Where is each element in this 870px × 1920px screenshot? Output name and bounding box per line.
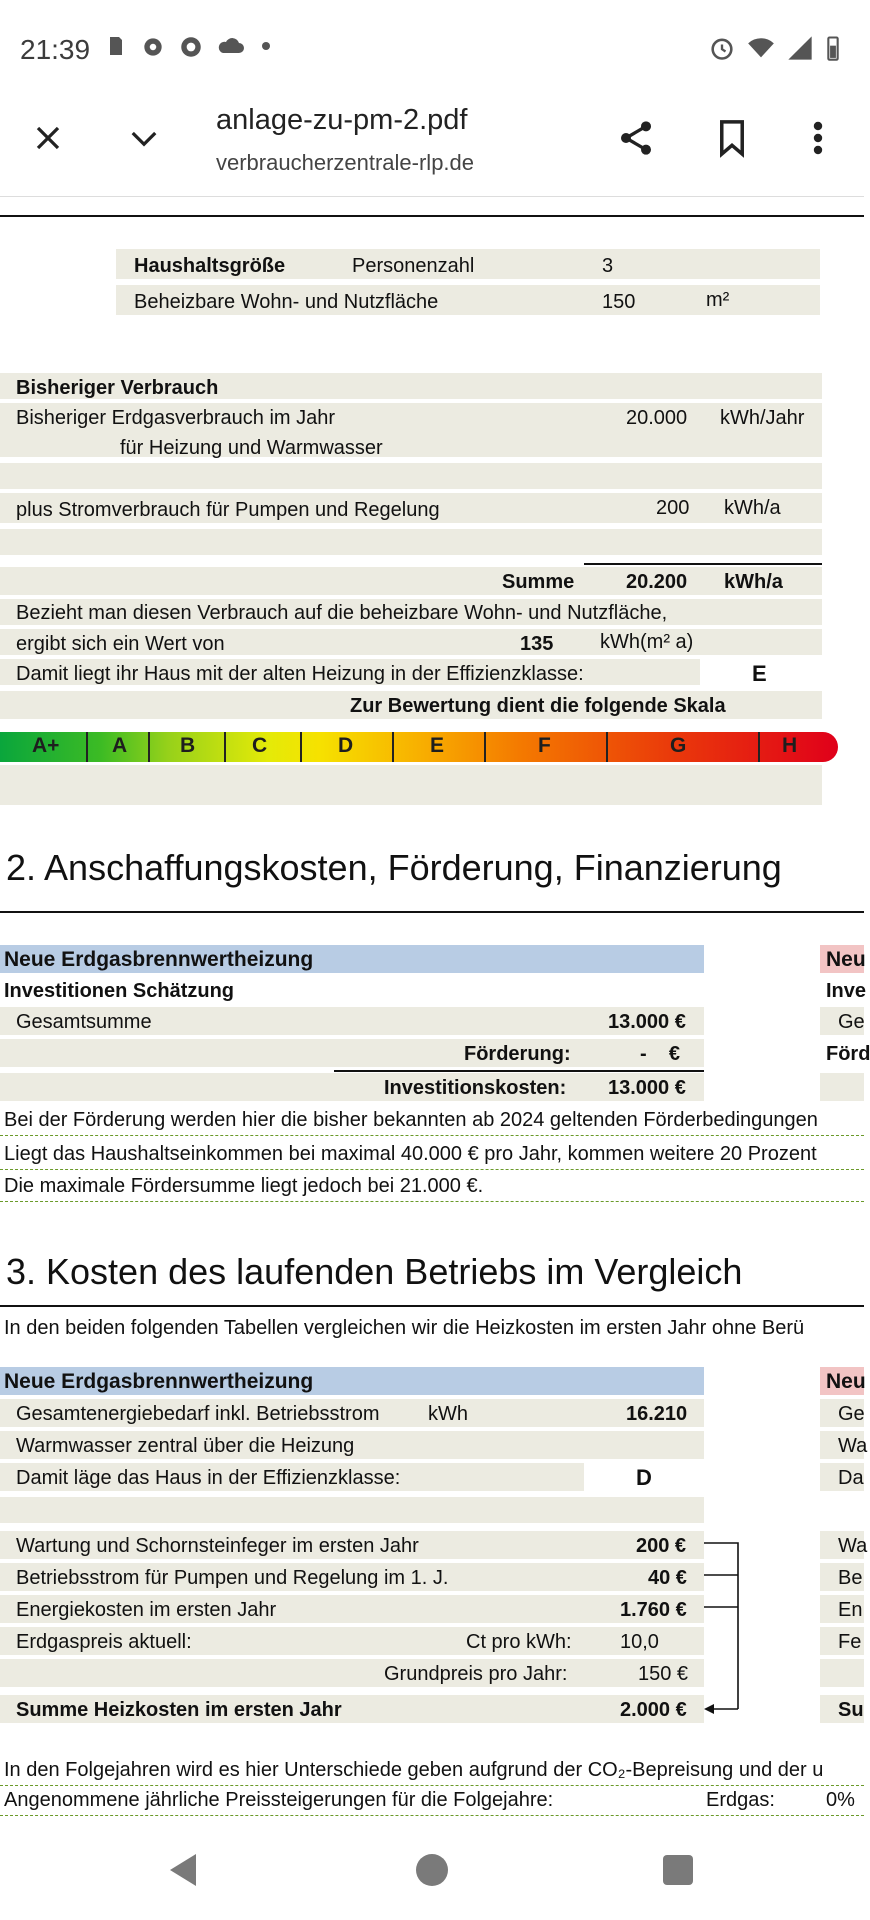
base-value: 150 € [638,1663,689,1685]
water-right: Wa [838,1435,868,1457]
base-right-row [820,1659,864,1687]
gas-unit: kWh/Jahr [720,407,805,429]
battery-icon [824,34,842,62]
note-divider [0,1201,864,1202]
dot-icon [258,34,274,58]
scale-class-d: D [338,734,354,757]
power-value: 200 [656,497,690,519]
funding-note-2: Liegt das Haushaltseinkommen bei maximal 40.000 € pro Jahr, kommen weitere 20 Prozent [4,1143,817,1165]
home-icon[interactable] [414,1850,450,1890]
invest-right: Inve [826,980,867,1002]
heat-sum-value: 2.000 € [620,1699,687,1721]
water-label: Warmwasser zentral über die Heizung [16,1435,355,1457]
spacer-row-2 [0,529,822,555]
heat-sum-right: Su [838,1699,864,1721]
ct-label: Ct pro kWh: [466,1631,572,1653]
section-2-heading: 2. Anschaffungskosten, Förderung, Finanzierung [6,847,782,888]
s2-right-title: Neu [826,948,866,971]
scale-tick [224,732,226,762]
power-label: plus Stromverbrauch für Pumpen und Regelung [16,499,440,521]
funding-value: - € [640,1043,681,1065]
scale-class-e: E [430,734,445,757]
scale-tick [484,732,486,762]
document-title: anlage-zu-pm-2.pdf [216,104,468,136]
persons-label: Personenzahl [352,255,475,277]
total-value: 13.000 € [608,1011,686,1033]
follow-note-2: Angenommene jährliche Preissteigerungen für die Folgejahre: [4,1789,554,1811]
area-value: 150 [602,291,636,313]
settings-icon [140,34,166,60]
section-3-intro: In den beiden folgenden Tabellen vergleichen wir die Heizkosten im ersten Jahr ohne Berü [4,1317,805,1339]
price-right: Fe [838,1631,862,1653]
wifi-icon [746,34,776,62]
gas-label: Bisheriger Erdgasverbrauch im Jahr [16,407,336,429]
demand-right: Ge [838,1403,865,1425]
alarm-icon [708,34,736,62]
share-icon [616,118,656,158]
scale-class-c: C [252,734,268,757]
persons-value: 3 [602,255,614,277]
close-icon [33,123,63,153]
pump-right: Be [838,1567,863,1589]
notification-icon [104,34,128,58]
recents-icon[interactable] [660,1850,696,1890]
scale-class-b: B [180,734,196,757]
invest-rule [334,1070,704,1072]
section-3-rule [0,1305,864,1307]
follow-divider [0,1815,864,1816]
bookmark-icon [717,119,747,157]
bookmark-button[interactable] [708,114,756,162]
area-unit: m² [706,289,730,311]
scale-label: Zur Bewertung dient die folgende Skala [350,695,726,717]
sum-bracket-arrow [700,1539,746,1721]
funding-label: Förderung: [464,1043,571,1065]
sum-label: Summe [502,571,575,593]
invest-cost-right-row [820,1073,864,1101]
result-label: ergibt sich ein Wert von [16,633,225,655]
follow-note-1: In den Folgejahren wird es hier Unterschiede geben aufgrund der CO₂-Bepreisung und der u [4,1759,824,1781]
maint-right: Wa [838,1535,868,1557]
invest-label: Investitionen Schätzung [4,980,235,1002]
maint-label: Wartung und Schornsteinfeger im ersten Jahr [16,1535,419,1557]
follow-gas-pct: 0% [826,1789,855,1811]
sum-unit: kWh/a [724,571,783,593]
scale-class-a-plus: A+ [32,734,60,757]
scale-tick [300,732,302,762]
more-vertical-icon [812,120,824,156]
chevron-down-icon [126,123,162,153]
area-label: Beheizbare Wohn- und Nutzfläche [134,291,439,313]
maint-value: 200 € [636,1535,687,1557]
gas-sublabel: für Heizung und Warmwasser [120,437,383,459]
section-2-rule [0,911,864,913]
power-unit: kWh/a [724,497,781,519]
demand-label: Gesamtenergiebedarf inkl. Betriebsstrom [16,1403,380,1425]
top-rule [0,215,864,217]
gas-value: 20.000 [626,407,688,429]
section-3-heading: 3. Kosten des laufenden Betriebs im Vergleich [6,1251,743,1292]
demand-value: 16.210 [626,1403,688,1425]
energy-right: En [838,1599,863,1621]
sum-row [0,567,822,595]
base-label: Grundpreis pro Jahr: [384,1663,568,1685]
consumption-title: Bisheriger Verbrauch [16,377,219,399]
eff-class-right: Da [838,1467,864,1489]
spacer-row [0,463,822,489]
invest-cost-value: 13.000 € [608,1077,686,1099]
follow-gas-label: Erdgas: [706,1789,775,1811]
result-value: 135 [520,633,554,655]
signal-icon [786,34,814,62]
result-unit: kWh(m² a) [600,631,694,653]
note-divider [0,1169,864,1170]
pump-value: 40 € [648,1567,687,1589]
class-label: Damit liegt ihr Haus mit der alten Heizung in der Effizienzklasse: [16,663,584,685]
scale-tick [392,732,394,762]
relate-text: Bezieht man diesen Verbrauch auf die beheizbare Wohn- und Nutzfläche, [16,602,668,624]
s3-table-title: Neue Erdgasbrennwertheizung [4,1370,314,1393]
total-right: Ge [838,1011,865,1033]
chrome-icon [178,34,204,60]
price-label: Erdgaspreis aktuell: [16,1631,192,1653]
funding-note-3: Die maximale Fördersumme liegt jedoch bei 21.000 €. [4,1175,484,1197]
scale-tick [86,732,88,762]
invest-cost-label: Investitionskosten: [384,1077,567,1099]
energy-value: 1.760 € [620,1599,687,1621]
note-divider [0,1135,864,1136]
household-label: Haushaltsgröße [134,255,286,277]
cloud-icon [216,34,246,58]
total-label: Gesamtsumme [16,1011,152,1033]
class-value: E [752,661,767,686]
sum-value: 20.200 [626,571,688,593]
share-button[interactable] [612,114,660,162]
close-button[interactable] [24,114,72,162]
status-time: 21:39 [20,34,91,65]
funding-note-1: Bei der Förderung werden hier die bisher bekannten ab 2024 geltenden Förderbedingungen [4,1109,818,1131]
energy-label: Energiekosten im ersten Jahr [16,1599,277,1621]
eff-class-label: Damit läge das Haus in der Effizienzklasse: [16,1467,401,1489]
collapse-button[interactable] [120,114,168,162]
scale-class-g: G [670,734,687,757]
s2-table-title: Neue Erdgasbrennwertheizung [4,948,314,971]
ct-value: 10,0 [620,1631,659,1653]
s3-spacer-row [0,1497,704,1523]
scale-bottom-row [0,765,822,805]
scale-class-f: F [538,734,551,757]
status-bar [0,0,864,100]
scale-class-a: A [112,734,128,757]
eff-class-value: D [636,1465,652,1490]
pump-label: Betriebsstrom für Pumpen und Regelung im 1. J. [16,1567,449,1589]
scale-tick [606,732,608,762]
system-navigation-bar [0,1820,864,1920]
heat-sum-label: Summe Heizkosten im ersten Jahr [16,1699,342,1721]
base-row [0,1659,704,1687]
sum-rule [584,563,822,565]
pdf-page[interactable] [0,196,870,1821]
efficiency-scale [0,732,838,762]
funding-row [0,1039,704,1067]
scale-tick [148,732,150,762]
scale-class-h: H [782,734,798,757]
back-icon[interactable] [164,1850,200,1890]
more-options-button[interactable] [794,114,842,162]
invest-cost-row [0,1073,704,1101]
follow-divider [0,1785,864,1786]
document-source: verbraucherzentrale-rlp.de [216,150,475,175]
scale-tick [758,732,760,762]
funding-right: Förd [826,1043,870,1065]
demand-unit: kWh [428,1403,468,1425]
s3-right-title: Neu [826,1370,866,1393]
